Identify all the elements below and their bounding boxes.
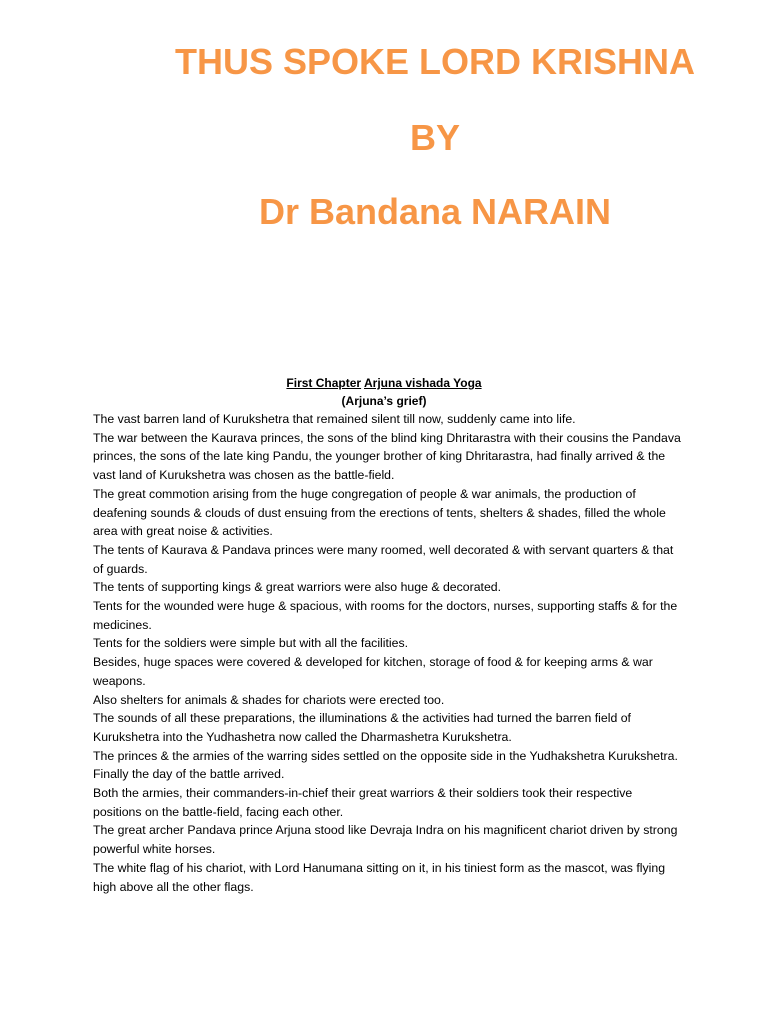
paragraph: Finally the day of the battle arrived. bbox=[93, 767, 285, 782]
chapter-body bbox=[93, 410, 681, 896]
paragraph: Also shelters for animals & shades for chariots were erected too. bbox=[93, 692, 445, 707]
chapter-name: Arjuna vishada Yoga bbox=[363, 376, 482, 390]
paragraph: The tents of supporting kings & great warriors were also huge & decorated. bbox=[93, 580, 502, 595]
paragraph: The great archer Pandava prince Arjuna stood like Devraja Indra on his magnificent chariot driven by strong powerful white horses. bbox=[93, 823, 678, 857]
paragraph: The vast barren land of Kurukshetra that remained silent till now, suddenly came into life. bbox=[93, 412, 576, 426]
chapter-label: First Chapter bbox=[286, 376, 362, 390]
book-title: THUS SPOKE LORD KRISHNA bbox=[174, 41, 696, 82]
paragraph: The white flag of his chariot, with Lord Hanumana sitting on it, in his tiniest form as the mascot, was flying high above all the other flags. bbox=[93, 860, 666, 894]
paragraph: The tents of Kaurava & Pandava princes were many roomed, well decorated & with servant quarters & that of guards. bbox=[93, 542, 674, 576]
paragraph: The sounds of all these preparations, the illuminations & the activities had turned the barren field of Kurukshetra into the Yudhashetra now called the Dharmashetra Kurukshetra. bbox=[93, 711, 631, 744]
paragraph: The great commotion arising from the huge congregation of people & war animals, the production of deafening sounds & clouds of dust ensuing from the erections of tents, shelters & shades, filled the whole area with great noise & activities. bbox=[93, 486, 666, 539]
author-name: Dr Bandana NARAIN bbox=[258, 191, 612, 232]
paragraph: The princes & the armies of the warring sides settled on the opposite side in the Yudhakshetra Kurukshetra. bbox=[93, 748, 678, 763]
chapter-heading bbox=[0, 374, 768, 392]
paragraph: The war between the Kaurava princes, the sons of the blind king Dhritarastra with their cousins the Pandava princes, the sons of the late king Pandu, the younger brother of king Dhritarastra, had finally arrived & the vast land of Kurukshetra was chosen as the battle-field. bbox=[93, 430, 681, 483]
title-by: BY bbox=[409, 117, 460, 158]
chapter-subtitle: (Arjuna’s grief) bbox=[341, 394, 427, 408]
paragraph: Tents for the soldiers were simple but with all the facilities. bbox=[93, 636, 409, 651]
paragraph: Both the armies, their commanders-in-chief their great warriors & their soldiers took their respective positions on the battle-field, facing each other. bbox=[93, 786, 633, 819]
paragraph: Tents for the wounded were huge & spacious, with rooms for the doctors, nurses, supporting staffs & for the medicines. bbox=[93, 599, 678, 632]
paragraph: Besides, huge spaces were covered & developed for kitchen, storage of food & for keeping arms & war weapons. bbox=[93, 655, 653, 688]
